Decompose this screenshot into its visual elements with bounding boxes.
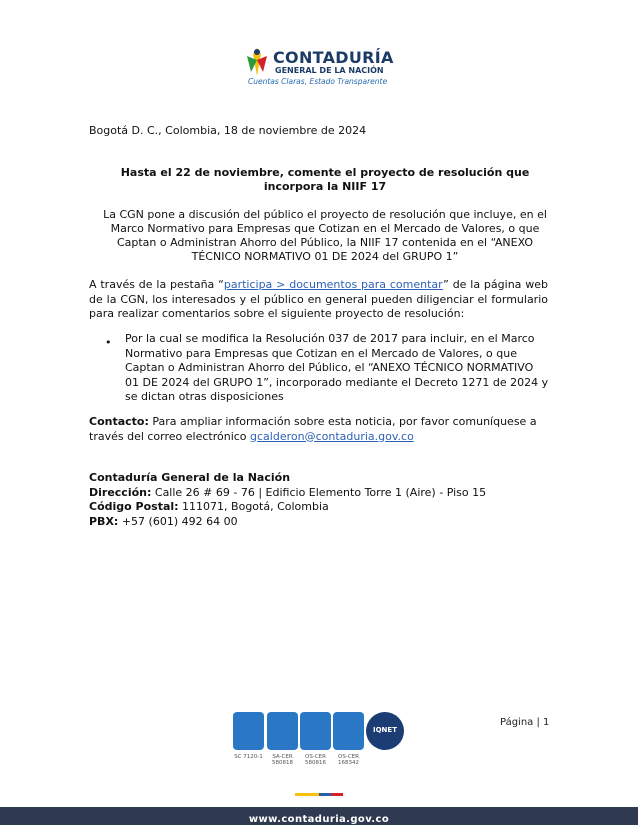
intro-paragraph: La CGN pone a discusión del público el proyecto de resolución que incluye, en el Marco Normativo para Empresas que Cotizan en el Mercado de Valores, o que Captan o Administran Ahorro del Público, la NIIF 17 contenida en el “ANEXO TÉCNICO NORMATIVO 01 DE 2024 del GRUPO 1” [103, 208, 547, 263]
postal-line [89, 500, 486, 515]
icontec-icon [233, 712, 264, 750]
logo-slogan: Cuentas Claras, Estado Transparente [248, 77, 388, 86]
icontec-seal-4 [333, 712, 364, 774]
icontec-icon [267, 712, 298, 750]
icontec-seal-1 [233, 712, 264, 774]
pbx-label: PBX: [89, 514, 119, 528]
cert-code: SA-CER 580818 [272, 754, 293, 766]
bullet-marker: • [105, 336, 112, 349]
cert-code: SC 7120-1 [234, 754, 263, 760]
contact-paragraph [89, 415, 549, 444]
body-paragraph [89, 278, 548, 322]
postal-value: 111071, Bogotá, Colombia [178, 500, 329, 513]
footer-bar [0, 807, 638, 825]
date-line: Bogotá D. C., Colombia, 18 de noviembre de 2024 [89, 124, 367, 137]
cert-code: OS-CER 580816 [305, 754, 326, 766]
logo-title: CONTADURÍA [273, 48, 394, 67]
participa-link[interactable]: participa > documentos para comentar [223, 278, 444, 291]
body-text-start: A través de la pestaña “ [89, 278, 224, 291]
cgn-logo [245, 44, 395, 90]
organization-info [89, 471, 486, 529]
strip-yellow [295, 793, 319, 796]
pbx-line [89, 515, 486, 530]
condor-emblem-icon [245, 46, 269, 78]
iqnet-label: IQNET [373, 726, 397, 734]
strip-blue [319, 793, 331, 796]
flag-color-strip [295, 793, 343, 796]
news-headline: Hasta el 22 de noviembre, comente el proyecto de resolución que incorpora la NIIF 17 [120, 166, 530, 193]
contact-text: Para ampliar información sobre esta noticia, por favor comuníquese a través del correo electrónico [89, 415, 537, 443]
strip-red [331, 793, 343, 796]
bullet-item: Por la cual se modifica la Resolución 037 de 2017 para incluir, en el Marco Normativo para Empresas que Cotizan en el Mercado de Valores, o que Captan o Administran Ahorro del Público, el “ANEXO TÉCNICO NORMATIVO 01 DE 2024 del GRUPO 1”, incorporado mediante el Decreto 1271 de 2024 y se dictan otras disposiciones [125, 332, 549, 403]
contact-label: Contacto: [89, 415, 149, 428]
contact-email-link[interactable]: gcalderon@contaduria.gov.co [250, 429, 414, 443]
address-value: Calle 26 # 69 - 76 | Edificio Elemento Torre 1 (Aire) - Piso 15 [151, 485, 487, 499]
body-text-end: ” de la página web de la CGN, los interesados y el público en general pueden diligenciar el formulario para realizar comentarios sobre el siguiente proyecto de resolución: [89, 278, 549, 320]
icontec-icon [333, 712, 364, 750]
icontec-seal-2 [267, 712, 298, 774]
pbx-value: +57 (601) 492 64 00 [118, 514, 238, 528]
icontec-seal-3 [300, 712, 331, 774]
org-name: Contaduría General de la Nación [89, 471, 291, 484]
cert-code: OS-CER 168342 [338, 754, 359, 766]
certification-seals [233, 712, 403, 774]
icontec-icon [300, 712, 331, 750]
page-number: Página | 1 [500, 717, 550, 728]
logo-subtitle: GENERAL DE LA NACIÓN [275, 66, 384, 75]
iqnet-seal-icon [366, 712, 404, 750]
address-line [89, 486, 486, 501]
postal-label: Código Postal: [89, 500, 179, 513]
address-label: Dirección: [89, 485, 152, 499]
website-link[interactable]: www.contaduria.gov.co [248, 814, 390, 825]
